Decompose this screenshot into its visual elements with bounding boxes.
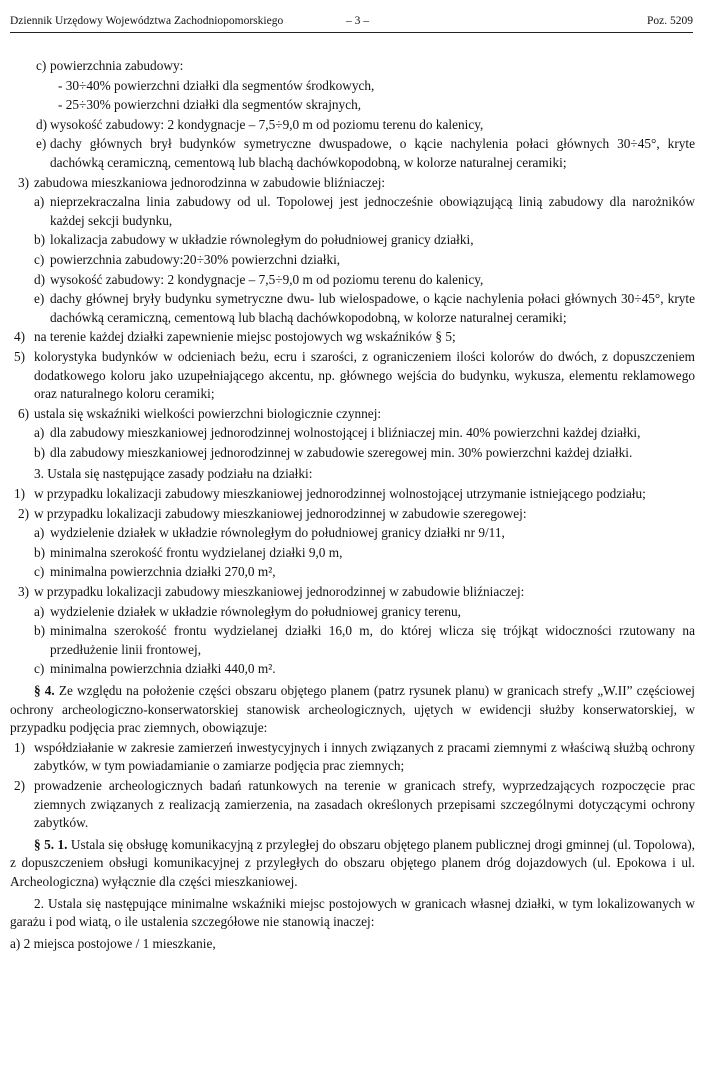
item-text: kolorystyka budynków w odcieniach beżu, ecru i szarości, z ograniczeniem ilości kolorów do dwóch, z dopuszczeniem dodatkowego koloru jako uzupełniającego akcentu, np. głównego wejścia do budynku, wykusza, elementu reklamowego oraz naturalnego koloru ceramiki; <box>34 348 695 402</box>
list-item <box>10 583 695 602</box>
item-text: ustala się wskaźniki wielkości powierzchni biologicznie czynnej: <box>34 405 382 421</box>
list-item <box>10 660 695 679</box>
item-text: na terenie każdej działki zapewnienie miejsc postojowych wg wskaźników § 5; <box>34 329 456 345</box>
item-text: 2. Ustala się następujące minimalne wskaźniki miejsc postojowych w granicach własnej działki, w tym lokalizowanych w garażu i pod wiatą, o ile ustalenia szczegółowe nie stanowią inaczej: <box>10 895 695 930</box>
item-text: lokalizacja zabudowy w układzie równoległym do południowej granicy działki, <box>50 232 474 248</box>
section-5-2 <box>10 895 695 932</box>
item-text: nieprzekraczalna linia zabudowy od ul. Topolowej jest jednocześnie obowiązującą linią zabudowy dla narożników każdej sekcji budynku, <box>50 194 695 228</box>
list-item <box>10 563 695 582</box>
list-item <box>10 290 695 327</box>
item-label: e) <box>34 291 45 307</box>
section-mark: § 5. 1. <box>34 836 68 852</box>
item-text: minimalna szerokość frontu wydzielanej działki 16,0 m, do której wlicza się trójkąt widoczności rzutowany na przedłużenie linii frontowej, <box>50 623 695 657</box>
item-text: powierzchnia zabudowy: <box>50 58 184 73</box>
item-text: dachy głównych brył budynków symetryczne dwuspadowe, o kącie nachylenia połaci głównych 30÷45°, kryte dachówką ceramiczną, cementową lub blachą dachówkopodobną, w kolorze naturalnej ceramiki; <box>50 136 695 170</box>
document-body <box>10 57 695 954</box>
list-item <box>10 424 695 443</box>
item-label: 3) <box>18 584 30 600</box>
item-text: - 25÷30% powierzchni działki dla segmentów skrajnych, <box>58 97 362 113</box>
item-text: wysokość zabudowy: 2 kondygnacje – 7,5÷9,0 m od poziomu terenu do kalenicy, <box>50 116 484 132</box>
list-item <box>10 57 695 76</box>
item-text: powierzchnia zabudowy:20÷30% powierzchni działki, <box>50 251 341 267</box>
item-label: d) <box>34 271 46 287</box>
item-text: dla zabudowy mieszkaniowej jednorodzinnej w zabudowie szeregowej min. 30% powierzchni każdej działki. <box>50 444 633 460</box>
journal-title: Dziennik Urzędowy Województwa Zachodniopomorskiego <box>10 15 284 27</box>
item-text: w przypadku lokalizacji zabudowy mieszkaniowej jednorodzinnej w zabudowie bliźniaczej: <box>34 584 525 600</box>
item-label: 3) <box>18 174 30 190</box>
section-mark: § 4. <box>34 683 55 698</box>
item-text: wysokość zabudowy: 2 kondygnacje – 7,5÷9,0 m od poziomu terenu do kalenicy, <box>50 271 484 287</box>
item-text: minimalna powierzchnia działki 440,0 m². <box>50 661 276 677</box>
item-label: a) <box>34 194 45 210</box>
list-item <box>10 135 695 172</box>
item-label: d) <box>36 116 48 132</box>
list-item <box>10 935 695 954</box>
page-header <box>10 14 693 33</box>
item-text: w przypadku lokalizacji zabudowy mieszkaniowej jednorodzinnej wolnostojącej utrzymanie istniejącego podziału; <box>34 486 646 502</box>
item-text: Ze względu na położenie części obszaru objętego planem (patrz rysunek planu) w granicach strefy „W.II” częściowej ochrony archeologiczno-konserwatorskiej stanowisk archeologicznych, ujętych w ewidencji służby konserwatorskiej, w przypadku podjęcia prac ziemnych, obowiązuje: <box>10 683 695 736</box>
section-intro <box>10 465 695 484</box>
item-text: wydzielenie działek w układzie równoległym do południowej granicy działki nr 9/11, <box>50 525 505 541</box>
item-label: 2) <box>14 777 26 793</box>
list-item <box>10 271 695 290</box>
list-item <box>10 505 695 524</box>
item-text: dla zabudowy mieszkaniowej jednorodzinnej wolnostojącej i bliźniaczej min. 40% powierzchni każdej działki, <box>50 425 641 441</box>
item-label: a) <box>10 935 21 951</box>
item-label: 1) <box>14 739 26 755</box>
item-text: - 30÷40% powierzchni działki dla segmentów środkowych, <box>58 77 375 93</box>
item-label: b) <box>34 232 46 248</box>
list-item <box>10 603 695 622</box>
item-text: zabudowa mieszkaniowa jednorodzinna w zabudowie bliźniaczej: <box>34 174 386 190</box>
list-item <box>10 544 695 563</box>
position-number: Poz. 5209 <box>647 15 693 27</box>
list-item <box>10 739 695 776</box>
item-label: b) <box>34 444 46 460</box>
list-item <box>10 231 695 250</box>
list-item <box>10 348 695 404</box>
item-label: e) <box>36 136 47 152</box>
list-item <box>10 444 695 463</box>
item-label: a) <box>34 425 45 441</box>
list-item <box>10 77 695 96</box>
item-text: minimalna powierzchnia działki 270,0 m², <box>50 564 276 580</box>
item-text: wydzielenie działek w układzie równoległym do południowej granicy terenu, <box>50 603 461 619</box>
page-number: – 3 – <box>346 15 369 27</box>
item-label: c) <box>34 661 45 677</box>
item-label: 1) <box>14 486 26 502</box>
list-item <box>10 96 695 115</box>
list-item <box>10 524 695 543</box>
item-text: w przypadku lokalizacji zabudowy mieszkaniowej jednorodzinnej w zabudowie szeregowej: <box>34 505 527 521</box>
list-item <box>10 485 695 504</box>
item-label: a) <box>34 525 45 541</box>
item-label: a) <box>34 603 45 619</box>
item-label: b) <box>34 544 46 560</box>
item-text: współdziałanie w zakresie zamierzeń inwestycyjnych i innych związanych z pracami ziemnymi z właściwą służbą ochrony zabytków, w tym powiadamianie o zamiarze podjęcia prac ziemnych; <box>34 739 695 774</box>
item-label: c) <box>36 58 47 73</box>
item-label: 4) <box>14 329 26 345</box>
section-5 <box>10 836 695 892</box>
item-label: c) <box>34 251 45 267</box>
item-label: 2) <box>18 505 30 521</box>
list-item <box>10 174 695 193</box>
item-text: dachy głównej bryły budynku symetryczne dwu- lub wielospadowe, o kącie nachylenia połaci głównych 30÷45°, kryte dachówką ceramiczną, cementową lub blachą dachówkopodobną, w kolorze naturalnej ceramiki; <box>50 291 695 325</box>
section-4 <box>10 682 695 738</box>
item-text: 2 miejsca postojowe / 1 mieszkanie, <box>23 935 216 951</box>
item-label: b) <box>34 623 46 639</box>
item-text: Ustala się obsługę komunikacyjną z przyległej do obszaru objętego planem publicznej drogi gminnej (ul. Topolowa), z dopuszczeniem obsługi komunikacyjnej z przyległych do obszaru objętego planem dróg dojazdowych (ul. Epokowa i ul. Archeologiczna) wyłącznie dla części mieszkaniowej. <box>10 836 695 889</box>
list-item <box>10 116 695 135</box>
item-label: 5) <box>14 348 26 364</box>
item-text: prowadzenie archeologicznych badań ratunkowych na terenie w granicach strefy, wyprzedzających rozpoczęcie prac ziemnych związanych z realizacją zamierzenia, na zasadach określonych przepisami szczególnymi dotyczącymi ochrony zabytków. <box>34 777 695 831</box>
item-text: 3. Ustala się następujące zasady podziału na działki: <box>34 466 313 482</box>
list-item <box>10 622 695 659</box>
item-label: c) <box>34 564 45 580</box>
list-item <box>10 405 695 424</box>
item-text: minimalna szerokość frontu wydzielanej działki 9,0 m, <box>50 544 343 560</box>
item-label: 6) <box>18 405 30 421</box>
list-item <box>10 328 695 347</box>
list-item <box>10 777 695 833</box>
list-item <box>10 193 695 230</box>
list-item <box>10 251 695 270</box>
